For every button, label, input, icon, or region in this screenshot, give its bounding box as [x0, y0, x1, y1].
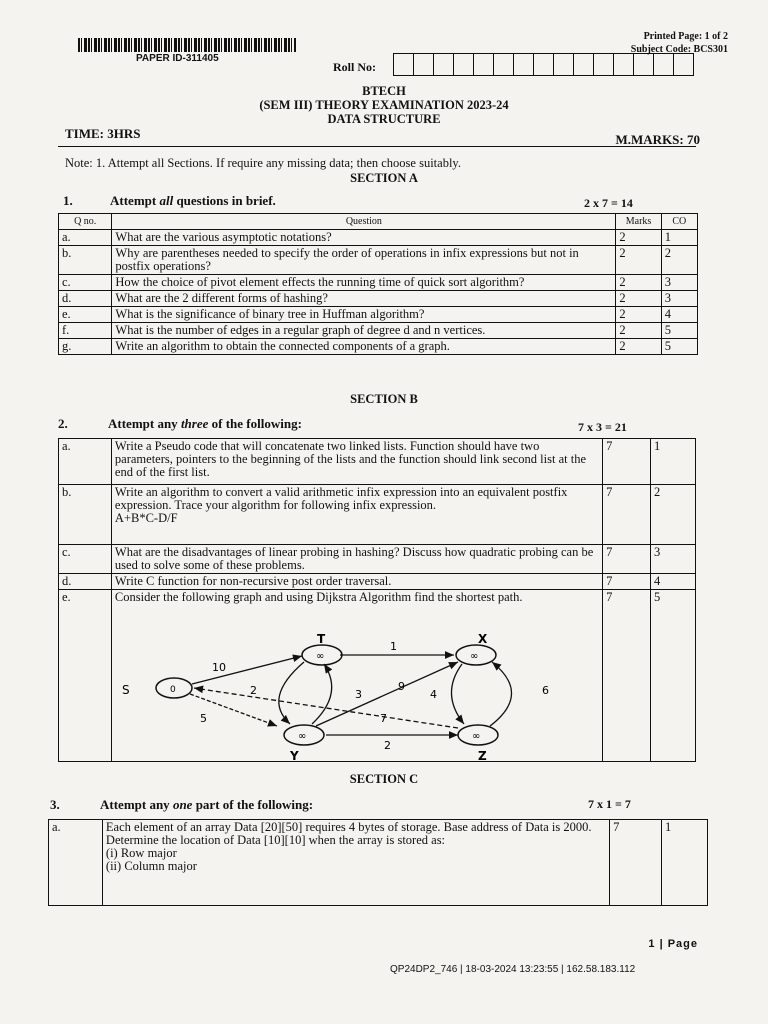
edge-t-y	[279, 662, 304, 724]
weight-z-s: 7	[380, 712, 387, 725]
section-a-title: SECTION A	[350, 171, 418, 185]
q-marks: 2	[616, 307, 661, 323]
node-t-value: ∞	[316, 651, 325, 662]
node-z-value: ∞	[472, 731, 481, 742]
q-no: a.	[49, 820, 103, 906]
q-co: 3	[661, 291, 697, 307]
q-marks: 7	[610, 820, 662, 906]
node-y-value: ∞	[298, 731, 307, 742]
q-no: b.	[59, 246, 112, 275]
q3-marks: 7 x 1 = 7	[588, 797, 631, 811]
weight-s-t: 10	[212, 661, 226, 674]
question-text: How the choice of pivot element effects the running time of quick sort algorithm?	[112, 275, 616, 291]
question-text: What are the 2 different forms of hashing?	[112, 291, 616, 307]
q-no: e.	[59, 307, 112, 323]
node-z-label: Z	[478, 749, 487, 763]
note: Note: 1. Attempt all Sections. If require any missing data; then choose suitably.	[65, 156, 461, 170]
q-no: d.	[59, 574, 112, 590]
question-text: Write an algorithm to convert a valid arithmetic infix expression into an equivalent postfix expression. Trace your algorithm for following infix expression.	[114, 485, 568, 512]
col-marks: Marks	[616, 214, 661, 230]
q-no: c.	[59, 275, 112, 291]
table-row	[59, 246, 698, 275]
question-text: Each element of an array Data [20][50] requires 4 bytes of storage. Base address of Data is 2000. Determine the location of Data [10][10] when the array is stored as:	[105, 820, 592, 847]
exam-title: (SEM III) THEORY EXAMINATION 2023-24	[259, 98, 509, 112]
roll-label: Roll No:	[333, 60, 376, 74]
question-text: Why are parentheses needed to specify the order of operations in infix expressions but not in postfix operations?	[112, 246, 616, 275]
table-row	[59, 230, 698, 246]
printed-page: Printed Page: 1 of 2	[643, 31, 728, 42]
dijkstra-graph	[112, 628, 592, 768]
weight-y-z: 2	[384, 739, 391, 752]
time-label: TIME: 3HRS	[65, 126, 141, 141]
q1-number: 1.	[63, 193, 73, 208]
node-t-label: T	[317, 632, 326, 646]
weight-t-x: 1	[390, 640, 397, 653]
question-text: Write a Pseudo code that will concatenate two linked lists. Function should have two parameters, pointers to the beginning of the lists and the function should link second list at the end of the first list.	[111, 439, 602, 485]
q1-instruction: Attempt all questions in brief.	[110, 193, 276, 208]
weight-t-y: 2	[250, 684, 257, 697]
question-option: (ii) Column major	[105, 859, 197, 873]
q-co: 1	[662, 820, 708, 906]
question-text: What is the significance of binary tree in Huffman algorithm?	[112, 307, 616, 323]
q2-number: 2.	[58, 416, 68, 431]
table-row	[59, 439, 696, 485]
q3-instruction: Attempt any one part of the following:	[100, 797, 314, 812]
table-header-row	[59, 214, 698, 230]
page-number: 1 | Page	[648, 938, 698, 950]
question-text: Write an algorithm to obtain the connected components of a graph.	[112, 339, 616, 355]
q-co: 2	[651, 485, 696, 545]
program-title: BTECH	[362, 84, 406, 98]
q-marks: 7	[603, 574, 651, 590]
question-text: What are the various asymptotic notations?	[112, 230, 616, 246]
section-b-title: SECTION B	[350, 392, 418, 406]
table-row	[59, 574, 696, 590]
table-row	[59, 323, 698, 339]
node-x-label: X	[478, 632, 488, 646]
q-no: e.	[59, 590, 112, 762]
q-no: b.	[59, 485, 112, 545]
question-text: Consider the following graph and using Dijkstra Algorithm find the shortest path.	[114, 590, 523, 604]
q-co: 1	[661, 230, 697, 246]
q-co: 1	[651, 439, 696, 485]
question-text: What are the disadvantages of linear probing in hashing? Discuss how quadratic probing can be used to solve some of these problems.	[111, 545, 602, 574]
q-co: 5	[661, 339, 697, 355]
q-co: 5	[661, 323, 697, 339]
table-row	[49, 820, 708, 906]
q2-marks: 7 x 3 = 21	[578, 420, 627, 434]
table-row	[59, 291, 698, 307]
q-no: f.	[59, 323, 112, 339]
weight-y-t: 3	[355, 688, 362, 701]
node-x-value: ∞	[470, 651, 479, 662]
q-co: 3	[651, 545, 696, 574]
q-co: 3	[661, 275, 697, 291]
weight-y-x: 9	[398, 680, 405, 693]
section-c-table	[48, 819, 708, 906]
edge-s-t	[192, 656, 302, 684]
infix-expression: A+B*C-D/F	[114, 511, 178, 525]
q-no: a.	[59, 230, 112, 246]
q1-marks: 2 x 7 = 14	[584, 196, 633, 210]
weight-x-z: 4	[430, 688, 437, 701]
col-co: CO	[661, 214, 697, 230]
question-cell	[111, 485, 602, 545]
table-row	[59, 339, 698, 355]
q-marks: 7	[603, 485, 651, 545]
divider	[58, 146, 696, 147]
paper-id: PAPER ID-311405	[136, 53, 219, 64]
q-no: a.	[59, 439, 112, 485]
question-option: (i) Row major	[105, 846, 177, 860]
node-s-value: 0	[170, 685, 176, 695]
section-c-title: SECTION C	[349, 772, 419, 786]
table-row	[59, 275, 698, 291]
question-text: What is the number of edges in a regular graph of degree d and n vertices.	[112, 323, 616, 339]
q-no: d.	[59, 291, 112, 307]
weight-z-x: 6	[542, 684, 549, 697]
node-s-label: S	[122, 683, 130, 697]
section-a-table	[58, 213, 698, 355]
footer-stamp: QP24DP2_746 | 18-03-2024 13:23:55 | 162.58.183.112	[390, 964, 636, 975]
q-co: 4	[651, 574, 696, 590]
q-marks: 2	[616, 323, 661, 339]
table-row	[59, 307, 698, 323]
max-marks: M.MARKS: 70	[615, 132, 700, 147]
q-no: c.	[59, 545, 112, 574]
q-co: 2	[661, 246, 697, 275]
roll-number-boxes[interactable]	[393, 53, 694, 76]
q-marks: 2	[616, 275, 661, 291]
barcode	[78, 38, 296, 52]
table-row	[59, 485, 696, 545]
weight-s-y: 5	[200, 712, 207, 725]
edge-y-t	[312, 664, 332, 724]
q-marks: 7	[603, 439, 651, 485]
node-y-label: Y	[290, 749, 299, 763]
q-marks: 2	[616, 291, 661, 307]
q-co: 5	[651, 590, 696, 762]
col-q-no: Q no.	[59, 214, 112, 230]
q-no: g.	[59, 339, 112, 355]
col-question: Question	[112, 214, 616, 230]
q3-number: 3.	[50, 797, 60, 812]
q-marks: 7	[603, 590, 651, 762]
edge-z-x	[490, 662, 512, 726]
question-cell	[102, 820, 609, 906]
q2-instruction: Attempt any three of the following:	[108, 416, 302, 431]
table-row	[59, 545, 696, 574]
q-marks: 2	[616, 230, 661, 246]
edge-x-z	[451, 664, 464, 724]
subject-code: Subject Code: BCS301	[630, 44, 728, 55]
q-co: 4	[661, 307, 697, 323]
question-text: Write C function for non-recursive post order traversal.	[111, 574, 602, 590]
q-marks: 7	[603, 545, 651, 574]
q-marks: 2	[616, 246, 661, 275]
subject-title: DATA STRUCTURE	[327, 112, 441, 126]
q-marks: 2	[616, 339, 661, 355]
